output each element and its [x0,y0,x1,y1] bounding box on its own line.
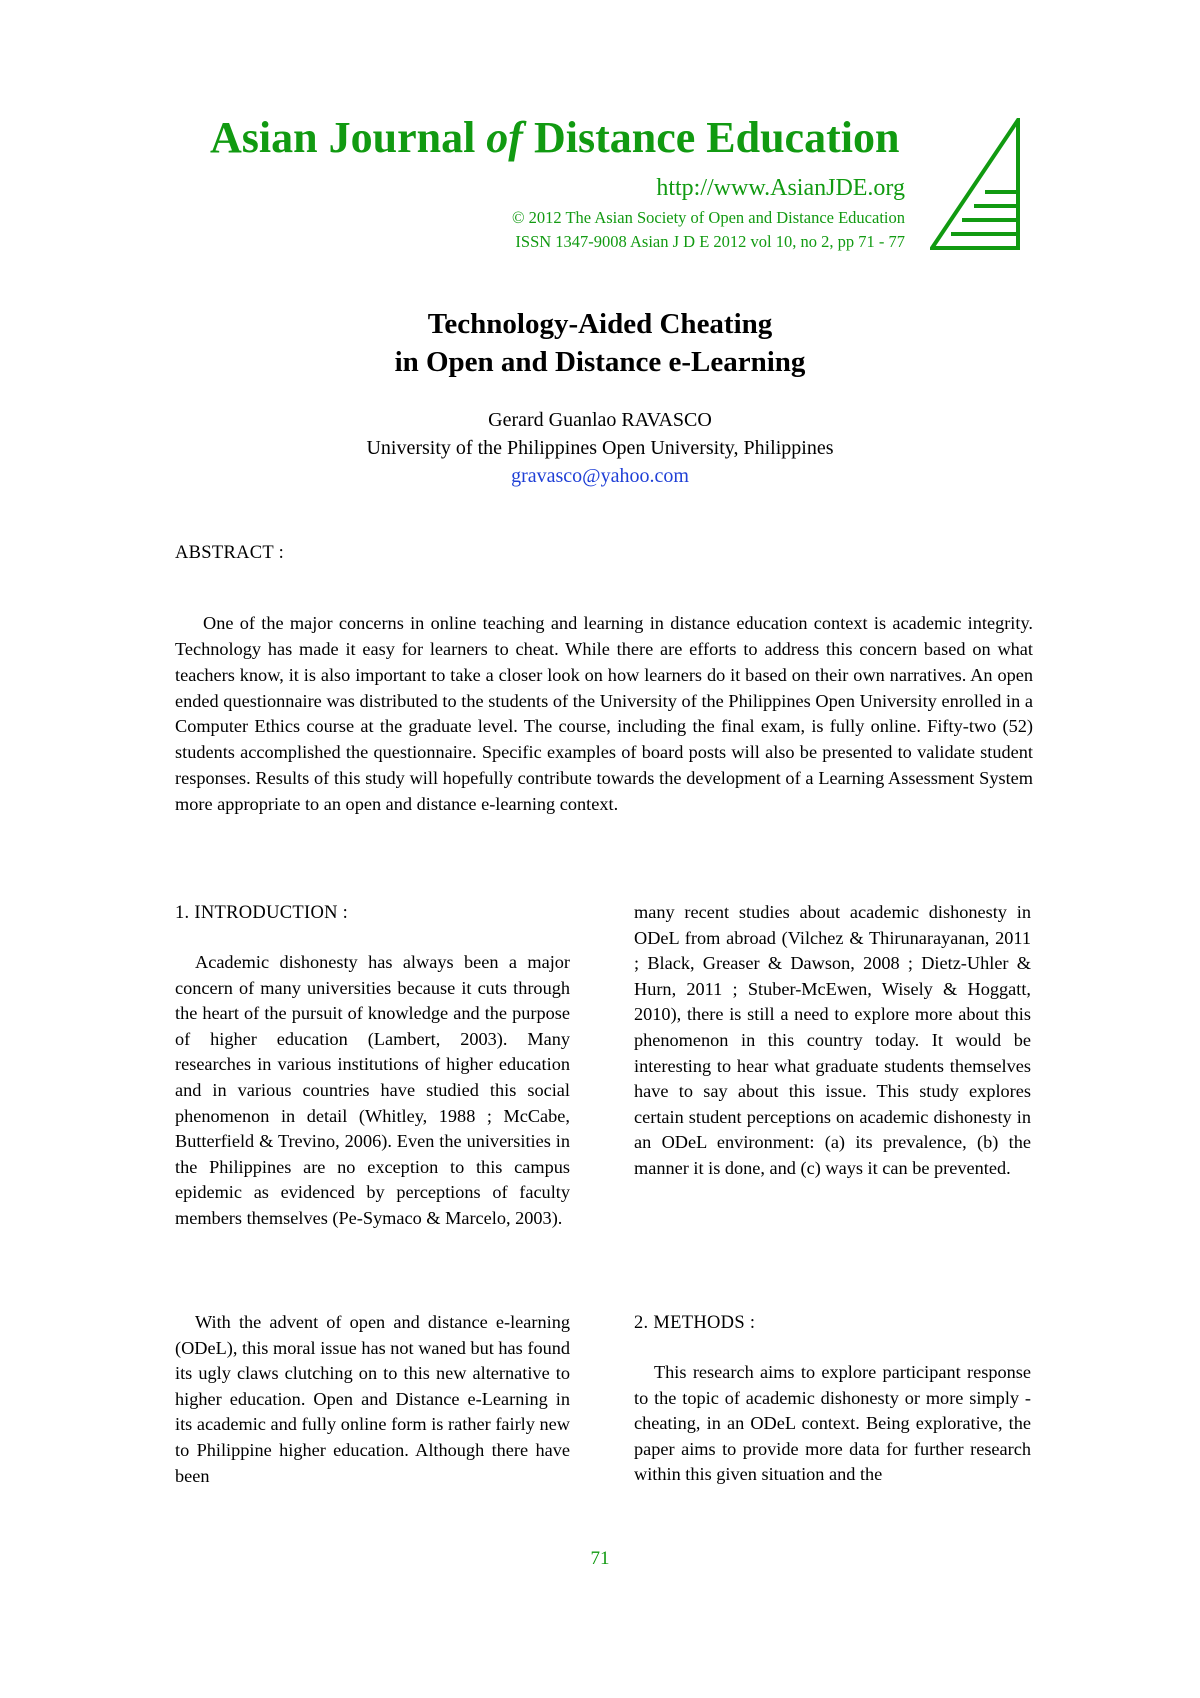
methods-paragraph-1: This research aims to explore participant response to the topic of academic dishonesty or more simply - cheating, in an ODeL context. Being explorative, the paper aims to provide more data for further research within this given situation and the [634,1362,1031,1485]
methods-heading: 2. METHODS : [634,1313,756,1333]
journal-copyright: © 2012 The Asian Society of Open and Distance Education [511,208,905,227]
paper-title-line1: Technology-Aided Cheating [427,308,773,340]
abstract-heading: ABSTRACT : [175,543,285,563]
paper-title-line2: in Open and Distance e-Learning [394,346,806,378]
introduction-heading: 1. INTRODUCTION : [175,903,349,923]
journal-url-link[interactable]: http://www.AsianJDE.org [656,175,905,201]
journal-logo-icon [930,118,1020,250]
page-number: 71 [590,1548,610,1569]
journal-title-of: of [486,113,523,162]
abstract-body: One of the major concerns in online teaching and learning in distance education context is academic integrity. Technology has made it easy for learners to cheat. While there are efforts to address this concern based on what teachers know, it is also important to take a closer look on how learners do it based on their own narratives. An open ended questionnaire was distributed to the students of the University of the Philippines Open University enrolled in a Computer Ethics course at the graduate level. The course, including the final exam, is fully online. Fifty-two (52) students accomplished the questionnaire. Specific examples of board posts will also be presented to validate student responses. Results of this study will hopefully contribute towards the development of a Learning Assessment System more appropriate to an open and distance e-learning context. [175,613,1033,814]
journal-title [210,112,920,163]
author-name: Gerard Guanlao RAVASCO [488,409,712,431]
paper-title [200,305,1000,381]
introduction-paragraph-3: many recent studies about academic dishonesty in ODeL from abroad (Vilchez & Thirunarayanan, 2011 ; Black, Greaser & Dawson, 2008 ; Dietz-Uhler & Hurn, 2011 ; Stuber-McEwen, Wisely & Hoggatt, 2010), there is still a need to explore more about this phenomenon in this country today. It would be interesting to hear what graduate students themselves have to say about this issue. This study explores certain student perceptions on academic dishonesty in an ODeL environment: (a) its prevalence, (b) the manner it is done, and (c) ways it can be prevented. [634,902,1031,1178]
journal-title-post: Distance Education [522,113,900,162]
journal-issn: ISSN 1347-9008 Asian J D E 2012 vol 10, no 2, pp 71 - 77 [515,232,905,251]
author-block [200,406,1000,490]
journal-title-pre: Asian Journal [210,113,487,162]
introduction-paragraph-2: With the advent of open and distance e-learning (ODeL), this moral issue has not waned but has found its ugly claws clutching on to this new alternative to higher education. Open and Distance e-Learning in its academic and fully online form is rather fairly new to Philippine higher education. Although there have been [175,1312,571,1486]
author-affiliation: University of the Philippines Open University, Philippines [366,437,834,459]
author-email-link[interactable]: gravasco@yahoo.com [511,465,689,487]
introduction-paragraph-1: Academic dishonesty has always been a major concern of many universities because it cuts through the heart of the pursuit of knowledge and the purpose of higher education (Lambert, 2003). Many researches in various institutions of higher education and in various countries have studied this social phenomenon in detail (Whitley, 1988 ; McCabe, Butterfield & Trevino, 2006). Even the universities in the Philippines are no exception to this campus epidemic as evidenced by perceptions of faculty members themselves (Pe-Symaco & Marcelo, 2003). [175,952,570,1228]
